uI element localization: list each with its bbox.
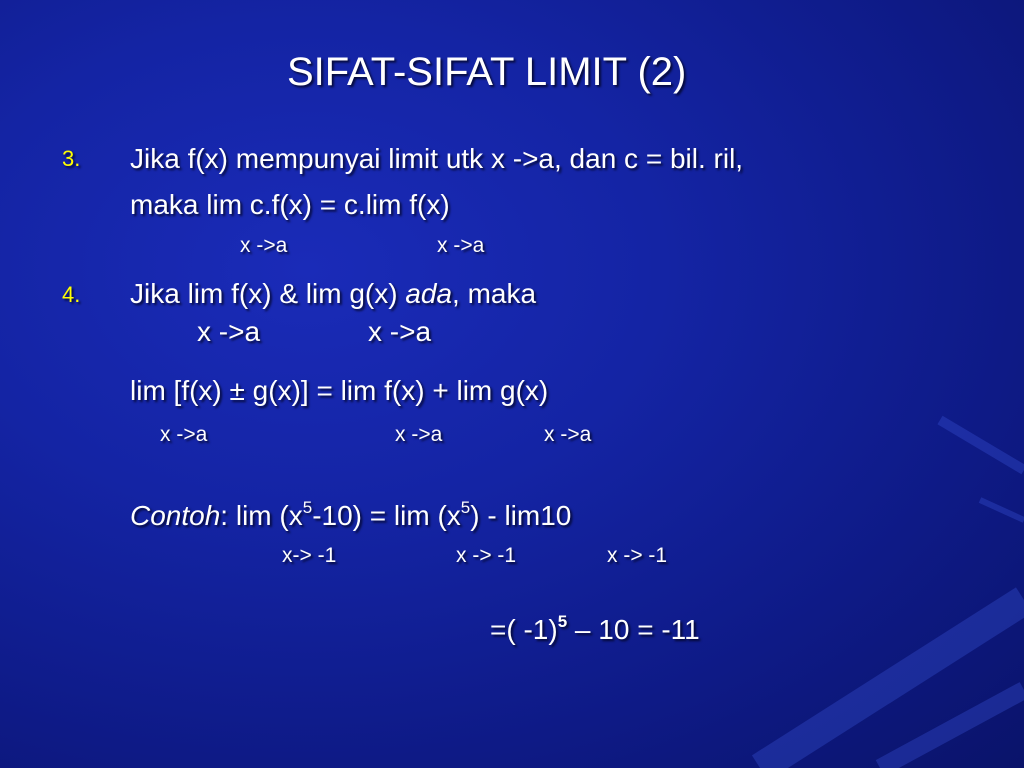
item-4-line1-text-a: Jika lim f(x) & lim g(x) bbox=[130, 278, 406, 309]
example-label: Contoh bbox=[130, 500, 221, 531]
formula-sub-a: x ->a bbox=[160, 423, 208, 446]
item-4-line1-text-b: , maka bbox=[452, 278, 537, 309]
item-4-limit-sub-b: x ->a bbox=[368, 316, 432, 347]
example-sub-b: x -> -1 bbox=[456, 544, 517, 567]
item-4-formula: lim [f(x) ± g(x)] = lim f(x) + lim g(x) bbox=[130, 375, 549, 406]
example-part2: -10) = lim (x bbox=[312, 500, 461, 531]
example-exponent-1: 5 bbox=[302, 498, 313, 517]
formula-sub-c: x ->a bbox=[544, 423, 592, 446]
result-exponent: 5 bbox=[557, 612, 568, 631]
example-result bbox=[490, 612, 700, 645]
example-sub-a: x-> -1 bbox=[282, 544, 337, 567]
item-4-limit-sub-a: x ->a bbox=[197, 316, 261, 347]
result-text-a: =( -1) bbox=[490, 614, 558, 645]
item-3-line1: Jika f(x) mempunyai limit utk x ->a, dan c = bil. ril, bbox=[130, 143, 744, 174]
example-line bbox=[130, 498, 572, 531]
example-sub-c: x -> -1 bbox=[607, 544, 668, 567]
item-3-line2: maka lim c.f(x) = c.lim f(x) bbox=[130, 189, 450, 220]
item-number-3: 3. bbox=[62, 146, 81, 171]
item-number-4: 4. bbox=[62, 282, 81, 307]
example-part3: ) - lim10 bbox=[470, 500, 572, 531]
example-part1: : lim (x bbox=[220, 500, 303, 531]
item-3-limit-sub-b: x ->a bbox=[437, 234, 485, 257]
result-text-b: – 10 = -11 bbox=[567, 614, 700, 645]
item-4-line1 bbox=[130, 280, 536, 308]
item-4-line1-italic: ada bbox=[405, 278, 453, 309]
example-exponent-2: 5 bbox=[460, 498, 471, 517]
formula-sub-b: x ->a bbox=[395, 423, 443, 446]
slide-title: SIFAT-SIFAT LIMIT (2) bbox=[287, 50, 687, 94]
item-3-limit-sub-a: x ->a bbox=[240, 234, 288, 257]
